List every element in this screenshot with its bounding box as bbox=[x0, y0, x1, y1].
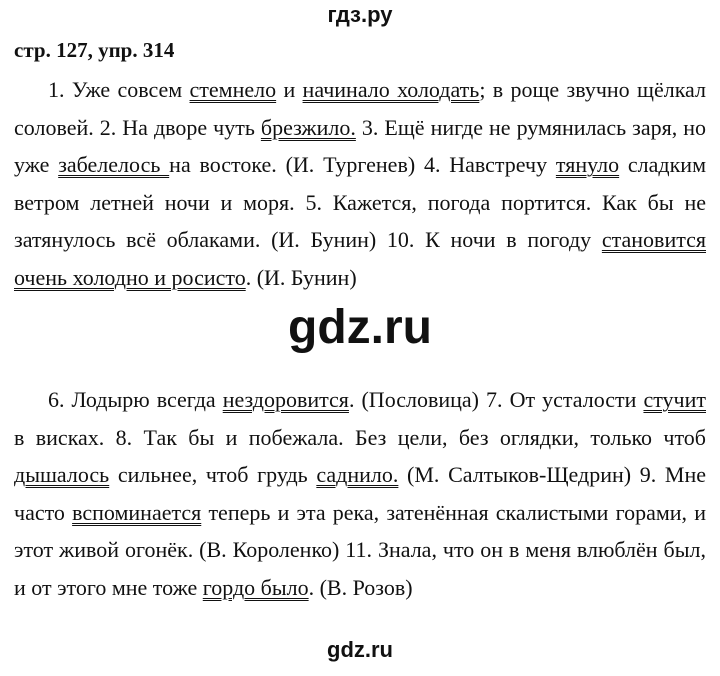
text-segment: . (И. Бунин) bbox=[245, 264, 357, 290]
predicate-underlined: стучит bbox=[643, 387, 706, 412]
text-segment: на востоке. (И. Тургенев) 4. Навстречу bbox=[169, 152, 556, 177]
text-segment: сладким ветром летней ночи и моря. 5. Кажется, погода портится. Как бы не затянулось всё облаками. (И. Бунин) 10. К ночи в погоду bbox=[14, 152, 706, 252]
text-segment: в висках. 8. Так бы и побежала. Без цели, без оглядки, только чтоб bbox=[14, 424, 706, 450]
paragraph-1 bbox=[14, 71, 706, 296]
predicate-underlined: гордо было bbox=[202, 574, 309, 600]
predicate-underlined: становится очень холодно и росисто bbox=[14, 227, 706, 290]
text-segment: (М. Салтыков-Щедрин) 9. Мне часто bbox=[14, 462, 707, 525]
text-segment: и bbox=[276, 77, 303, 102]
text-segment: . (В. Розов) bbox=[308, 574, 413, 600]
watermark-top: гдз.ру bbox=[327, 2, 393, 27]
text-segment: теперь и эта река, затенённая скалистыми горами, и этот живой огонёк. (В. Короленко) 11. Знала, что он в меня влюблён был, и от этого мне тоже bbox=[14, 499, 707, 600]
text-segment: сильнее, чтоб грудь bbox=[109, 462, 317, 487]
predicate-underlined: стемнело bbox=[189, 77, 277, 102]
predicate-underlined: начинало холодать bbox=[302, 77, 480, 102]
predicate-underlined: нездоровится bbox=[222, 387, 349, 412]
watermark-bottom: gdz.ru bbox=[327, 637, 393, 662]
text-segment: 3. Ещё нигде не румянилась заря, но уже bbox=[14, 114, 706, 177]
predicate-underlined: забелелось bbox=[58, 152, 170, 177]
predicate-underlined: дышалось bbox=[14, 462, 110, 487]
predicate-underlined: саднило. bbox=[316, 462, 399, 487]
predicate-underlined: тянуло bbox=[555, 152, 620, 177]
text-segment: 6. Лодырю всегда bbox=[48, 387, 223, 412]
predicate-underlined: вспоминается bbox=[72, 499, 202, 525]
paragraph-2 bbox=[14, 381, 706, 606]
text-segment: ; в роще звучно щёлкал соловей. 2. На дворе чуть bbox=[14, 77, 706, 140]
watermark-center: gdz.ru bbox=[288, 301, 432, 354]
predicate-underlined: брезжило. bbox=[260, 114, 356, 140]
text-segment: 1. Уже совсем bbox=[48, 77, 190, 102]
page-heading: стр. 127, упр. 314 bbox=[14, 38, 175, 62]
text-segment: . (Пословица) 7. От усталости bbox=[348, 387, 644, 412]
